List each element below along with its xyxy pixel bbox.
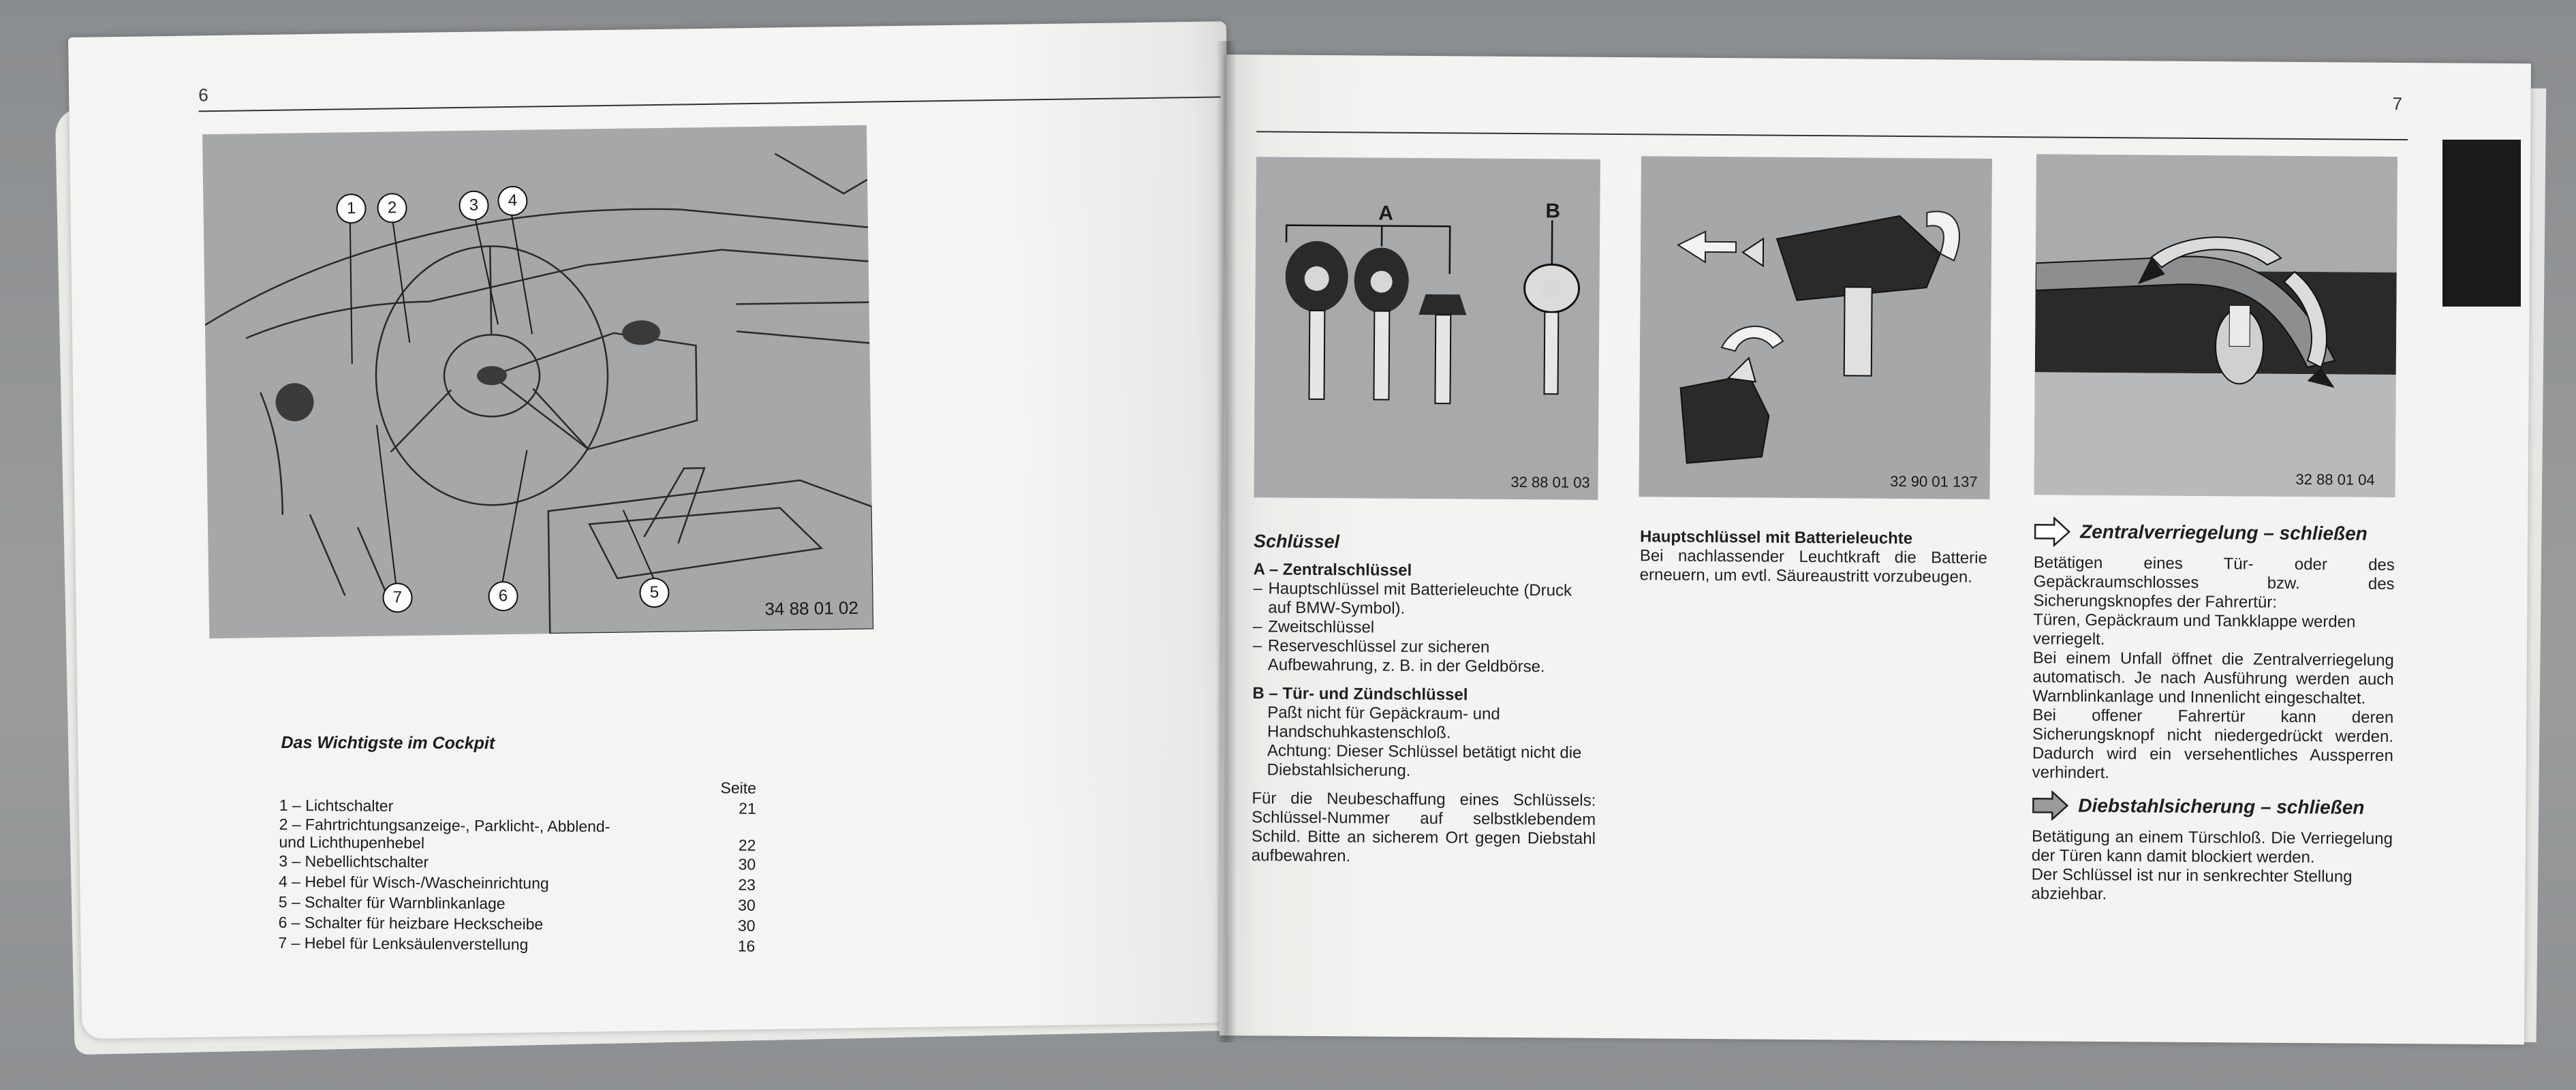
heading-diebstahlsicherung-row (2032, 790, 2393, 823)
list-item: 3 – Nebellichtschalter 30 (279, 852, 756, 873)
arrow-right-icon (2032, 790, 2068, 820)
paragraph: Bei offener Fahrertür kann deren Sicherungsknopf nicht niedergedrückt werden. Dadurch wird ein versehentliches Aussperren verhindert. (2032, 706, 2394, 783)
list-item: – Zweitschlüssel (1253, 617, 1597, 639)
paragraph: Betätigen eines Tür- oder des Gepäckraumschlosses bzw. des Sicherungsknopfes der Fahrertür: (2033, 553, 2395, 612)
battery-key-illustration (1639, 156, 1991, 499)
callout-4: 4 (497, 186, 528, 217)
paragraph: Bei einem Unfall öffnet die Zentralverriegelung automatisch. Je nach Ausführung werden auch Warnblinkanlage und Innenlicht eingeschaltet. (2032, 649, 2394, 708)
header-rule (199, 96, 1221, 112)
list-item: 5 – Schalter für Warnblinkanlage 30 (278, 892, 756, 914)
subheading-b: B – Tür- und Zündschlüssel (1252, 684, 1468, 704)
list-item: 4 – Hebel für Wisch-/Wascheinrichtung 23 (278, 872, 756, 894)
paragraph: Türen, Gepäckraum und Tankklappe werden verriegelt. (2032, 610, 2356, 649)
cockpit-items-list (278, 775, 756, 956)
header-rule (1256, 131, 2408, 140)
list-item: – Hauptschlüssel mit Batterieleuchte (Druck auf BMW-Symbol). (1253, 579, 1597, 620)
heading-zentralverriegelung-row (2034, 516, 2395, 549)
subheading-a: A – Zentralschlüssel (1253, 560, 1412, 580)
heading-zentralverriegelung: Zentralverriegelung – schließen (2080, 520, 2368, 544)
list-item: 6 – Schalter für heizbare Heckscheibe 30 (278, 913, 756, 935)
callout-2: 2 (377, 193, 407, 223)
paragraph: Der Schlüssel ist nur in senkrechter Stellung abziehbar. (2031, 865, 2353, 904)
heading-diebstahlsicherung: Diebstahlsicherung – schließen (2078, 794, 2365, 818)
book-gutter (1216, 41, 1237, 1042)
right-page (1220, 54, 2531, 1044)
left-page (68, 21, 1240, 1039)
callout-5: 5 (639, 578, 670, 608)
subheading-battery-key: Hauptschlüssel mit Batterieleuchte (1639, 527, 1913, 548)
figure-code: 32 90 01 137 (1890, 472, 1978, 490)
callout-7: 7 (382, 582, 413, 613)
callout-6: 6 (488, 581, 518, 612)
column-header-row (279, 775, 756, 798)
figure-code: 32 88 01 03 (1510, 473, 1590, 491)
text-b1: Paßt nicht für Gepäckraum- und Handschuhkastenschloß. (1267, 703, 1500, 743)
battery-text-column (1640, 527, 1988, 587)
heading-schluessel: Schlüssel (1253, 531, 1340, 552)
keys-text-column (1252, 531, 1598, 868)
paragraph: Betätigung an einem Türschloß. Die Verriegelung der Türen kann damit blockiert werden. (2031, 827, 2393, 867)
key-label-a: A (1378, 202, 1394, 225)
section-title: Das Wichtigste im Cockpit (281, 733, 495, 753)
arrow-right-icon (2034, 516, 2070, 546)
column-header-seite: Seite (720, 779, 757, 797)
key-label-b: B (1545, 200, 1561, 223)
list-item: 7 – Hebel für Lenksäulenverstellung 16 (278, 933, 756, 955)
cockpit-illustration (202, 125, 873, 639)
keys-illustration (1254, 157, 1600, 500)
figure-code: 34 88 01 02 (764, 597, 859, 619)
thumb-index-tab (2442, 140, 2521, 307)
cockpit-drawing (202, 125, 873, 639)
paragraph-battery: Bei nachlassender Leuchtkraft die Batterie erneuern, um evtl. Säureaustritt vorzubeugen. (1639, 546, 1987, 587)
locking-text-column (2031, 516, 2395, 906)
callout-1: 1 (336, 193, 367, 224)
key-list-a (1253, 579, 1598, 677)
list-item: 1 – Lichtschalter 21 (279, 796, 756, 818)
callout-3: 3 (459, 190, 489, 221)
figure-code: 32 88 01 04 (2295, 470, 2375, 488)
page-number: 7 (2392, 93, 2403, 114)
page-number: 6 (198, 84, 208, 106)
list-item: 2 – Fahrtrichtungsanzeige-, Parklicht-, Abblend- und Lichthupenhebel 22 (279, 815, 756, 854)
list-item: – Reserveschlüssel zur sicheren Aufbewahrung, z. B. in der Geldbörse. (1253, 636, 1597, 677)
door-lock-illustration (2034, 154, 2397, 497)
door-lock-drawing (2034, 154, 2397, 497)
battery-key-drawing (1639, 156, 1991, 499)
text-b2: Achtung: Dieser Schlüssel betätigt nicht die Diebstahlsicherung. (1267, 741, 1582, 780)
paragraph-new-key: Für die Neubeschaffung eines Schlüssels: Schlüssel-Nummer auf selbstklebendem Schild. Bitte an sicherem Ort gegen Diebstahl aufbewahren. (1251, 789, 1596, 866)
